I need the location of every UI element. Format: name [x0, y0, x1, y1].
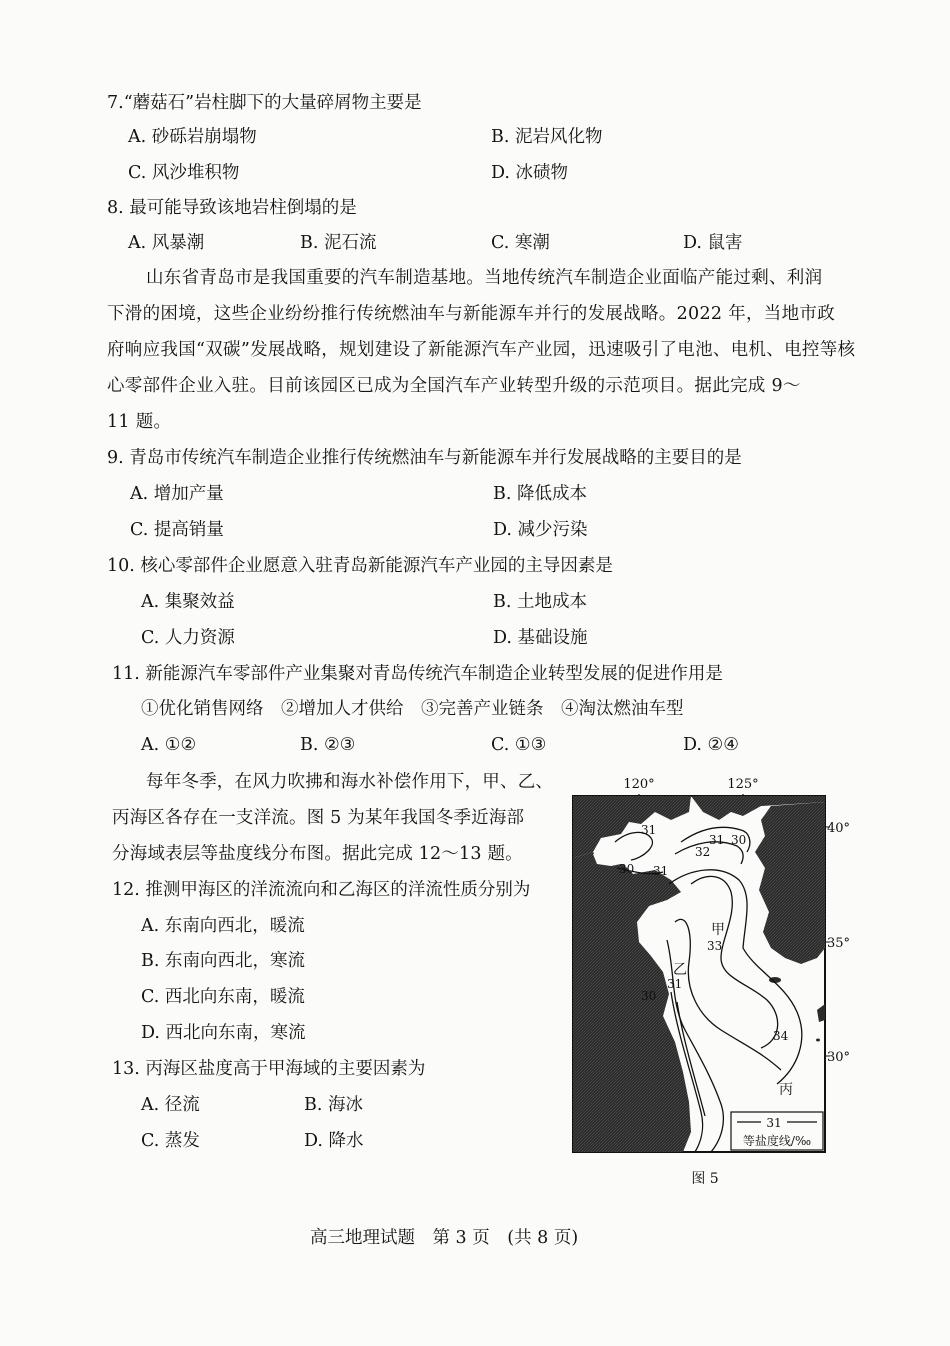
legend-value: 31 — [766, 1116, 782, 1130]
q11-option-a[interactable]: A. ①② — [141, 735, 197, 755]
legend-label: 等盐度线/‰ — [742, 1134, 812, 1148]
passage2-line1: 每年冬季，在风力吹拂和海水补偿作用下，甲、乙、 — [146, 772, 554, 792]
q7-option-c[interactable]: C. 风沙堆积物 — [128, 163, 240, 183]
passage1-line2: 下滑的困境，这些企业纷纷推行传统燃油车与新能源车并行的发展战略。2022 年，当地市政 — [107, 304, 835, 324]
q12-option-b[interactable]: B. 东南向西北，寒流 — [141, 951, 305, 971]
q13-option-b[interactable]: B. 海冰 — [304, 1095, 363, 1115]
q7-option-b[interactable]: B. 泥岩风化物 — [491, 127, 603, 147]
q9-option-b[interactable]: B. 降低成本 — [493, 484, 587, 504]
q7-option-d[interactable]: D. 冰碛物 — [491, 163, 569, 183]
q9-option-a[interactable]: A. 增加产量 — [130, 484, 224, 504]
q8-option-d[interactable]: D. 鼠害 — [683, 233, 743, 253]
iso-label-31-d: 31 — [667, 977, 683, 991]
q8-option-c[interactable]: C. 寒潮 — [491, 233, 550, 253]
lat-30-label: 30° — [827, 1050, 851, 1065]
q8-option-b[interactable]: B. 泥石流 — [300, 233, 377, 253]
q10-option-b[interactable]: B. 土地成本 — [493, 592, 587, 612]
iso-label-31-c: 31 — [709, 833, 725, 847]
q11-items: ①优化销售网络 ②增加人才供给 ③完善产业链条 ④淘汰燃油车型 — [141, 699, 684, 719]
lon-125-label: 125° — [727, 777, 759, 792]
q13-option-a[interactable]: A. 径流 — [141, 1095, 200, 1115]
q13-option-c[interactable]: C. 蒸发 — [141, 1131, 200, 1151]
iso-label-31-b: 31 — [653, 864, 669, 878]
q11-option-c[interactable]: C. ①③ — [491, 735, 547, 755]
passage1-line1: 山东省青岛市是我国重要的汽车制造基地。当地传统汽车制造企业面临产能过剩、利润 — [146, 268, 823, 288]
q9-stem: 9. 青岛市传统汽车制造企业推行传统燃油车与新能源车并行发展战略的主要目的是 — [107, 448, 742, 468]
passage1-line5: 11 题。 — [107, 412, 172, 432]
q8-option-a[interactable]: A. 风暴潮 — [128, 233, 205, 253]
iso-label-30-a: 30 — [619, 862, 635, 876]
region-bing-label: 丙 — [779, 1082, 793, 1098]
lat-35-label: 35° — [827, 936, 851, 951]
q12-option-c[interactable]: C. 西北向东南，暖流 — [141, 987, 305, 1007]
lon-120-label: 120° — [623, 777, 655, 792]
q12-option-d[interactable]: D. 西北向东南，寒流 — [141, 1023, 306, 1043]
q9-option-d[interactable]: D. 减少污染 — [493, 520, 588, 540]
q12-stem: 12. 推测甲海区的洋流流向和乙海区的洋流性质分别为 — [112, 880, 531, 900]
iso-label-34: 34 — [773, 1029, 789, 1043]
q11-option-b[interactable]: B. ②③ — [300, 735, 356, 755]
q11-stem: 11. 新能源汽车零部件产业集聚对青岛传统汽车制造企业转型发展的促进作用是 — [112, 664, 723, 684]
iso-label-31-a: 31 — [641, 823, 657, 837]
passage2-line3: 分海域表层等盐度线分布图。据此完成 12～13 题。 — [112, 844, 523, 864]
q10-option-c[interactable]: C. 人力资源 — [141, 628, 235, 648]
q13-option-d[interactable]: D. 降水 — [304, 1131, 364, 1151]
q7-stem: 7.“蘑菇石”岩柱脚下的大量碎屑物主要是 — [107, 93, 422, 113]
figure-caption: 图 5 — [691, 1171, 719, 1187]
q10-option-a[interactable]: A. 集聚效益 — [141, 592, 235, 612]
salinity-map — [571, 772, 851, 1188]
q9-option-c[interactable]: C. 提高销量 — [130, 520, 224, 540]
region-yi-label: 乙 — [673, 962, 687, 978]
q7-option-a[interactable]: A. 砂砾岩崩塌物 — [128, 127, 257, 147]
q12-option-a[interactable]: A. 东南向西北，暖流 — [141, 916, 305, 936]
lat-40-label: 40° — [827, 821, 851, 836]
q8-stem: 8. 最可能导致该地岩柱倒塌的是 — [107, 198, 357, 218]
region-jia-label: 甲 — [711, 922, 725, 938]
iso-label-30-b: 30 — [731, 833, 747, 847]
q13-stem: 13. 丙海区盐度高于甲海域的主要因素为 — [112, 1059, 426, 1079]
passage1-line3: 府响应我国“双碳”发展战略，规划建设了新能源汽车产业园，迅速吸引了电池、电机、电控等核 — [107, 340, 856, 360]
small-island — [816, 1039, 820, 1042]
iso-label-33: 33 — [707, 939, 723, 953]
salinity-map-figure — [571, 772, 851, 1188]
iso-label-30-c: 30 — [641, 989, 657, 1003]
iso-label-32: 32 — [695, 845, 711, 859]
passage1-line4: 心零部件企业入驻。目前该园区已成为全国汽车产业转型升级的示范项目。据此完成 9～ — [107, 376, 801, 396]
q10-stem: 10. 核心零部件企业愿意入驻青岛新能源汽车产业园的主导因素是 — [107, 556, 613, 576]
passage2-line2: 丙海区各存在一支洋流。图 5 为某年我国冬季近海部 — [112, 808, 525, 828]
q10-option-d[interactable]: D. 基础设施 — [493, 628, 588, 648]
page-footer: 高三地理试题 第 3 页 (共 8 页) — [310, 1228, 579, 1248]
q11-option-d[interactable]: D. ②④ — [683, 735, 739, 755]
